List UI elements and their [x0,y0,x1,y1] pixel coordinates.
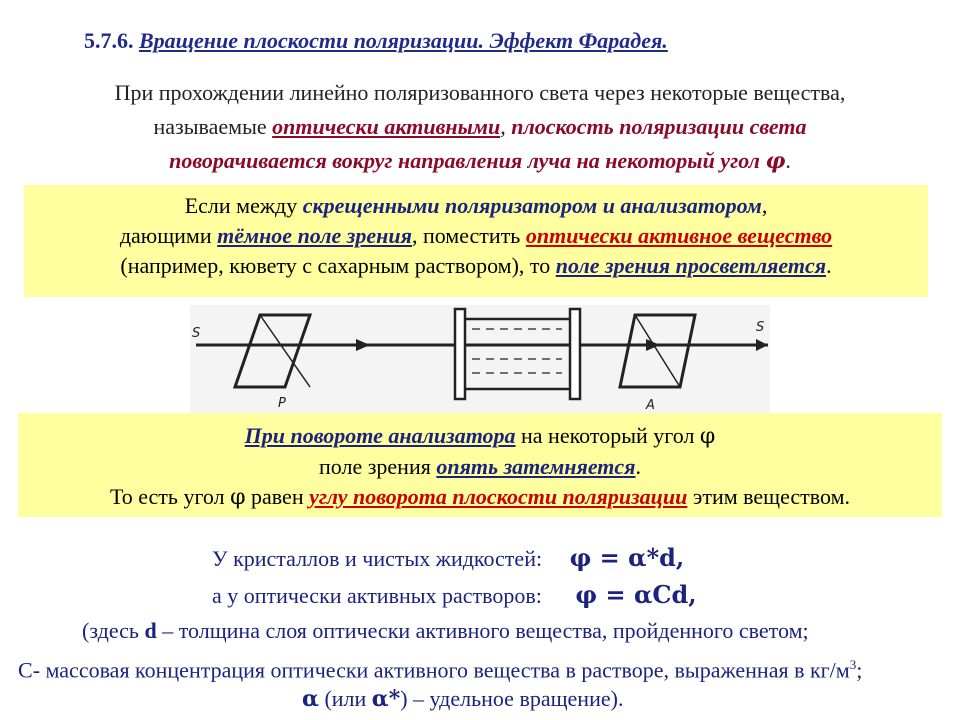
box2-line-1 [18,421,942,452]
box1-comma: , [761,193,768,218]
phi-symbol: φ [699,424,716,449]
note-text: - массовая концентрация оптически активного вещества в растворе, выраженная в кг/м [32,657,850,683]
box1-line-3 [24,251,928,281]
label-polarizer: P [278,396,286,411]
note-text: ; [856,657,863,683]
note-text: – толщина слоя оптически активного вещества, пройденного светом; [156,618,809,643]
slide-title [84,28,668,54]
crossed-polarizers-term: скрещенными поляризатором и анализатором [302,193,762,218]
analyzer-rotation-term: При повороте анализатора [244,423,516,448]
box2-period: . [635,454,642,479]
solution-formula: φ = αCd, [575,580,697,609]
label-s-left: S [192,326,201,341]
box1-text: дающими [119,223,218,248]
alpha-symbol: α [302,686,319,712]
note-text: (или [318,686,372,711]
specific-rotation-note [302,681,623,717]
polarimeter-diagram [190,305,770,413]
intro-comma: , [500,114,506,139]
darkens-again-term: опять затемняется [436,454,636,479]
box1-text: Если между [184,193,303,218]
intro-period: . [785,148,791,173]
highlight-box-crossed-polarizers [24,185,928,297]
intro-text: называемые [153,114,273,139]
box2-text: То есть угол [109,484,231,509]
active-substance-term: оптически активное вещество [525,223,833,248]
intro-line-1: При прохождении линейно поляризованного света через некоторые вещества, [114,80,846,105]
phi-symbol: φ [765,148,786,174]
section-number: 5.7.6. [84,28,134,53]
box1-text: (например, кювету с сахарным раствором), то [120,253,556,278]
crystals-line [212,540,684,576]
box2-line-2 [18,452,942,482]
optically-active-term: оптически активными [272,114,501,139]
note-text: ) – удельное вращение). [400,686,624,711]
rotation-phrase: поворачивается вокруг направления луча на некоторый угол [169,148,766,173]
section-title: Вращение плоскости поляризации. Эффект Фарадея. [139,28,668,53]
crystal-formula: φ = α*d, [569,543,685,572]
box1-line-1 [24,191,928,221]
phi-symbol: φ [230,485,246,510]
label-s-right: S [756,320,765,335]
unit-exponent: 3 [849,657,857,672]
intro-line-2 [30,110,930,144]
box2-text: на некоторый угол [515,423,700,448]
alpha-star-symbol: α* [371,686,401,712]
box2-text: равен [245,484,310,509]
thickness-note [82,613,809,648]
dark-field-term: тёмное поле зрения [217,223,412,248]
box1-text: , поместить [411,223,526,248]
intro-paragraph [30,76,930,178]
crystals-text: У кристаллов и чистых жидкостей: [212,546,543,571]
label-analyzer: A [646,398,655,413]
intro-line-3 [30,144,930,178]
highlight-box-analyzer-rotation [18,413,942,517]
rotation-angle-term: углу поворота плоскости поляризации [309,484,688,509]
c-symbol: C [18,657,33,683]
box2-line-3 [18,482,942,513]
box2-text: поле зрения [318,454,437,479]
solutions-text: а у оптически активных растворов: [212,583,542,608]
polarization-plane-phrase: плоскость поляризации света [505,114,807,139]
note-text: (здесь [82,618,145,643]
field-brightens-term: поле зрения просветляется [555,253,827,278]
box1-line-2 [24,221,928,251]
d-symbol: d [144,618,157,643]
box2-text: этим веществом. [687,484,851,509]
box1-period: . [826,253,832,278]
solutions-line [212,577,697,613]
